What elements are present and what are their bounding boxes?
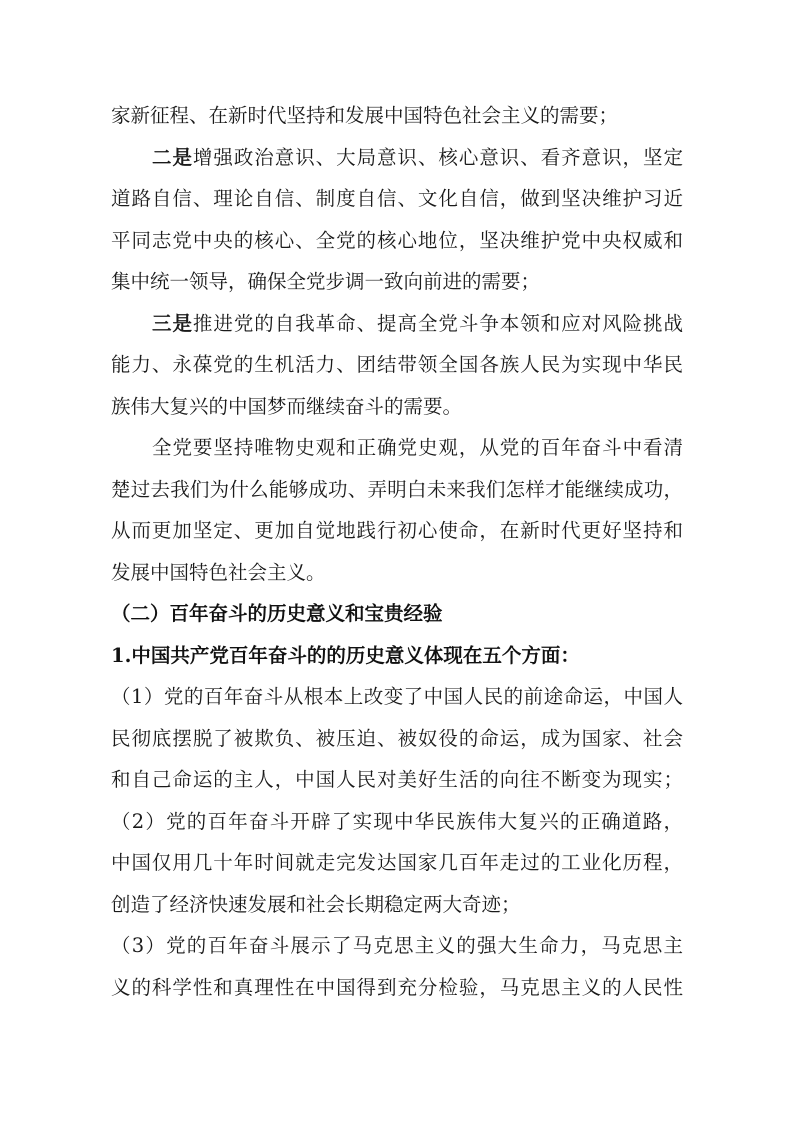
body-text-line — [111, 510, 683, 552]
text-column — [111, 95, 683, 1008]
text-run: 增强政治意识、大局意识、核心意识、看齐意识，坚定 — [192, 145, 683, 169]
body-text-line — [111, 759, 683, 801]
text-run: （2）党的百年奋斗开辟了实现中华民族伟大复兴的正确道路， — [111, 809, 683, 833]
text-run: 族伟大复兴的中国梦而继续奋斗的需要。 — [111, 394, 463, 418]
text-run: 平同志党中央的核心、全党的核心地位，坚决维护党中央权威和 — [111, 228, 683, 252]
text-run: 民彻底摆脱了被欺负、被压迫、被奴役的命运，成为国家、社会 — [111, 726, 683, 750]
body-text-line — [111, 842, 683, 884]
body-text-line — [111, 884, 683, 926]
text-run: 推进党的自我革命、提高全党斗争本领和应对风险挑战 — [192, 311, 683, 335]
body-text-line — [111, 137, 683, 179]
text-run: （1）党的百年奋斗从根本上改变了中国人民的前途命运，中国人 — [111, 685, 683, 708]
text-run: 义的科学性和真理性在中国得到充分检验，马克思主义的人民性 — [111, 975, 683, 999]
text-run: 道路自信、理论自信、制度自信、文化自信，做到坚决维护习近 — [111, 187, 683, 210]
body-text-line — [111, 801, 683, 843]
body-text-line — [111, 344, 683, 386]
body-text-line — [111, 261, 683, 303]
body-text-line — [111, 925, 683, 967]
text-run: 发展中国特色社会主义。 — [111, 560, 326, 584]
bold-text-run: 二是 — [152, 145, 193, 169]
bold-text-run: 三是 — [152, 311, 193, 335]
text-run: 能力、永葆党的生机活力、团结带领全国各族人民为实现中华民 — [111, 353, 683, 376]
body-text-line — [111, 676, 683, 718]
text-run: 全党要坚持唯物史观和正确党史观，从党的百年奋斗中看清 — [152, 436, 683, 459]
text-run: 和自己命运的主人，中国人民对美好生活的向往不断变为现实； — [111, 768, 683, 791]
text-run: 家新征程、在新时代坚持和发展中国特色社会主义的需要； — [111, 104, 619, 127]
body-text-line — [111, 220, 683, 262]
text-run: （3）党的百年奋斗展示了马克思主义的强大生命力，马克思主 — [111, 934, 683, 957]
text-run: 集中统一领导，确保全党步调一致向前进的需要； — [111, 270, 541, 293]
text-run: 创造了经济快速发展和社会长期稳定两大奇迹； — [111, 892, 521, 916]
body-text-line — [111, 386, 683, 428]
body-text-line — [111, 303, 683, 345]
body-text-line — [111, 718, 683, 760]
body-text-line — [111, 469, 683, 511]
body-text-line — [111, 95, 683, 137]
text-run: 中国仅用几十年时间就走完发达国家几百年走过的工业化历程， — [111, 851, 683, 874]
bold-text-run: （二）百年奋斗的历史意义和宝贵经验 — [111, 602, 443, 625]
body-text-line — [111, 178, 683, 220]
heading-line — [111, 593, 683, 635]
body-text-line — [111, 427, 683, 469]
body-text-line — [111, 967, 683, 1009]
text-run: 楚过去我们为什么能够成功、弄明白未来我们怎样才能继续成功， — [111, 477, 683, 501]
heading-line — [111, 635, 683, 677]
body-text-line — [111, 552, 683, 594]
text-run: 从而更加坚定、更加自觉地践行初心使命，在新时代更好坚持和 — [111, 519, 683, 542]
bold-text-run: 1.中国共产党百年奋斗的的历史意义体现在五个方面： — [111, 643, 580, 667]
